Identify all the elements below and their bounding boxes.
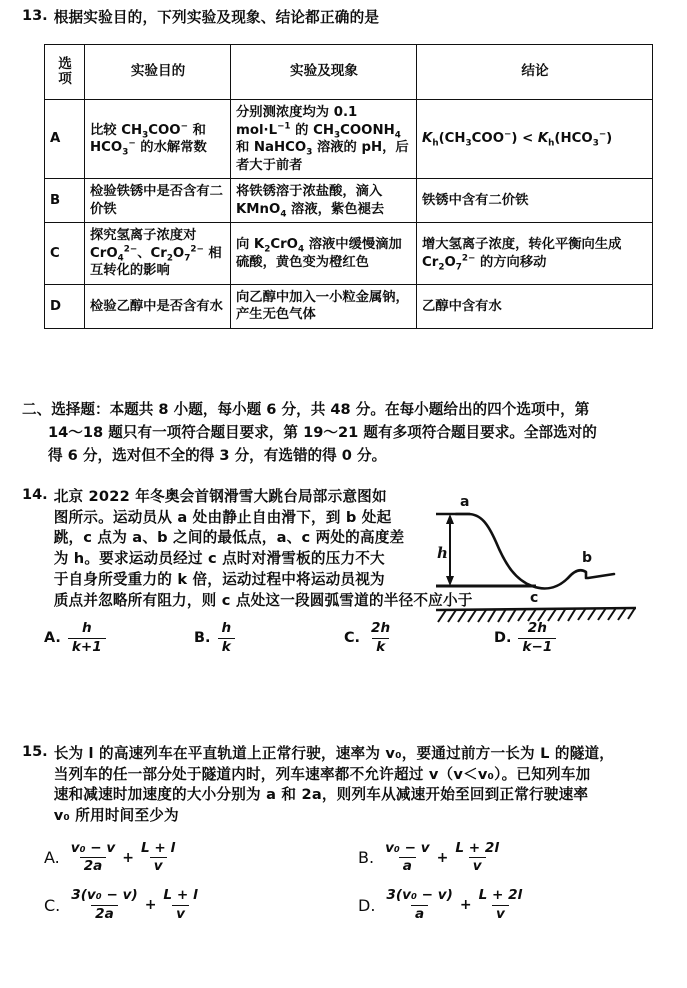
option-b[interactable]	[194, 621, 344, 654]
option-c-denominator-2: v	[172, 905, 189, 922]
option-b-plus-sign: +	[436, 849, 449, 866]
option-b-denominator-1: a	[399, 857, 416, 874]
question-14-stem-line: 北京 2022 年冬奥会首钢滑雪大跳台局部示意图如	[53, 488, 387, 505]
row-phenomenon: 向乙醇中加入一小粒金属钠，产生无色气体	[231, 284, 417, 328]
option-c-fraction-1	[67, 888, 141, 921]
row-option: D	[45, 284, 85, 328]
row-phenomenon: 将铁锈溶于浓盐酸，滴入 KMnO$_4$ 溶液，紫色褪去	[231, 179, 417, 223]
option-c-numerator-1: 3(v₀ − v)	[71, 887, 138, 904]
option-a-numerator-2: L + l	[141, 839, 176, 856]
label-c: c	[530, 590, 539, 606]
option-a-fraction-1	[67, 841, 120, 874]
option-d-fraction-2	[475, 888, 527, 921]
question-14-stem-last-line: 质点并忽略所有阻力，则 c 点处这一段圆弧雪道的半径不应小于	[53, 591, 473, 609]
option-c-denominator: k	[372, 638, 389, 655]
option-c-denominator-1: 2a	[91, 905, 118, 922]
option-b-letter: B.	[358, 848, 375, 868]
table-header-row	[45, 45, 653, 100]
ski-jump-diagram	[436, 486, 676, 626]
question-14-stem-line: 于自身所受重力的 k 倍，运动过程中将运动员视为	[53, 570, 385, 588]
experiment-table-body	[45, 100, 653, 329]
option-a-plus-sign: +	[122, 849, 135, 866]
option-b-numerator-2: L + 2l	[455, 839, 499, 856]
option-b-denominator: k	[218, 638, 235, 655]
label-b: b	[582, 550, 593, 566]
question-14-stem-line: 跳，c 点为 a、b 之间的最低点，a、c 两处的高度差	[53, 529, 405, 547]
row-option: B	[45, 179, 85, 223]
option-d-letter: D.	[494, 630, 512, 647]
question-14-stem-line: 图所示。运动员从 a 处由静止自由滑下，到 b 处起	[53, 508, 392, 526]
header-conclusion: 结论	[417, 45, 653, 100]
question-14-stem-line: 为 h。要求运动员经过 c 点时对滑雪板的压力不大	[53, 550, 385, 568]
option-c-letter: C.	[344, 630, 361, 647]
option-a-fraction	[68, 621, 106, 654]
question-15-stem	[54, 744, 684, 827]
section-2-line-3: 得 6 分，选对但不全的得 3 分，有选错的得 0 分。	[48, 447, 387, 465]
option-c-numerator-2: L + l	[163, 887, 198, 904]
option-a-denominator: k+1	[68, 638, 106, 655]
height-arrow-head-top	[446, 514, 454, 524]
option-a-denominator-1: 2a	[80, 857, 107, 874]
option-b-fraction-1	[381, 841, 434, 874]
option-c[interactable]	[44, 888, 358, 921]
label-h: h	[437, 544, 448, 562]
option-a[interactable]	[44, 621, 194, 654]
option-d[interactable]	[494, 621, 644, 654]
table-row	[45, 179, 653, 223]
label-a: a	[460, 494, 470, 510]
option-d-denominator-2: v	[492, 905, 509, 922]
question-14-stem	[54, 487, 474, 591]
option-b-numerator: h	[221, 620, 232, 637]
question-15	[22, 744, 672, 936]
slope-curve	[456, 514, 568, 588]
option-a-numerator: h	[81, 620, 92, 637]
question-15-number: 15.	[22, 744, 48, 760]
row-conclusion: 铁锈中含有二价铁	[417, 179, 653, 223]
question-13	[22, 8, 667, 29]
option-b-fraction	[217, 621, 235, 654]
question-15-stem-line: 速和减速时加速度的大小分别为 a 和 2a，则列车从减速开始至回到正常行驶速率	[53, 786, 589, 804]
row-conclusion: $K_h(CH_3COO^-) < K_h(HCO_3^-)$	[417, 100, 653, 179]
option-a-letter: A.	[44, 630, 61, 647]
header-option	[45, 45, 85, 100]
option-d-fraction	[518, 621, 556, 654]
row-conclusion: 乙醇中含有水	[417, 284, 653, 328]
option-d-denominator-1: a	[411, 905, 428, 922]
option-a-fraction-2	[137, 841, 179, 874]
option-a-letter: A.	[44, 848, 60, 868]
row-option: A	[45, 100, 85, 179]
option-a-denominator-2: v	[150, 857, 167, 874]
row-option: C	[45, 223, 85, 285]
option-c-plus-sign: +	[144, 897, 157, 914]
option-d-numerator: 2h	[527, 620, 547, 637]
option-d-plus-sign: +	[459, 897, 472, 914]
row-goal: 检验铁锈中是否含有二价铁	[85, 179, 231, 223]
option-c-fraction-2	[159, 888, 201, 921]
option-d-denominator: k−1	[518, 638, 556, 655]
option-c-letter: C.	[44, 895, 61, 915]
question-13-number: 13.	[22, 8, 48, 24]
question-15-stem-line: 当列车的任一部分处于隧道内时，列车速率都不允许超过 v（v＜v₀）。已知列车加	[53, 765, 591, 783]
header-goal: 实验目的	[85, 45, 231, 100]
option-b-letter: B.	[194, 630, 211, 647]
question-15-stem-line: 长为 l 的高速列车在平直轨道上正常行驶，速率为 v₀，要通过前方一长为 L 的隧道，	[53, 745, 615, 762]
option-c[interactable]	[344, 621, 494, 654]
header-option-line2: 项	[58, 71, 72, 87]
option-d[interactable]	[358, 888, 672, 921]
option-d-numerator-2: L + 2l	[478, 887, 523, 904]
row-goal: 比较 $CH_3COO^-$ 和 $HCO_3^-$ 的水解常数	[85, 100, 231, 179]
question-15-stem-line: v₀ 所用时间至少为	[53, 807, 179, 825]
header-option-line1: 选	[58, 55, 72, 72]
question-15-options-row-1	[44, 841, 672, 874]
experiment-table	[44, 44, 653, 329]
question-15-options-row-2	[44, 888, 672, 921]
ski-jump-svg	[436, 486, 676, 626]
question-15-options	[22, 841, 672, 922]
option-d-fraction-1	[382, 888, 456, 921]
question-14-options	[22, 621, 667, 654]
option-b-fraction-2	[451, 841, 503, 874]
table-row	[45, 223, 653, 285]
option-c-fraction	[367, 621, 394, 654]
row-conclusion: 增大氢离子浓度，转化平衡向生成 $Cr_2O_7^{2-}$ 的方向移动	[417, 223, 653, 285]
question-13-stem: 根据实验目的，下列实验及现象、结论都正确的是	[53, 9, 380, 26]
section-2-line-1: 二、选择题：本题共 8 小题，每小题 6 分，共 48 分。在每小题给出的四个选项中，第	[22, 401, 590, 418]
option-b-denominator-2: v	[469, 857, 486, 874]
option-d-letter: D.	[358, 895, 376, 915]
option-b-numerator-1: v₀ − v	[385, 839, 430, 856]
table-row	[45, 284, 653, 328]
option-d-numerator-1: 3(v₀ − v)	[386, 887, 453, 904]
row-phenomenon: 向 $K_2CrO_4$ 溶液中缓慢滴加硫酸，黄色变为橙红色	[231, 223, 417, 285]
section-2-instructions	[22, 398, 670, 467]
takeoff-ramp	[568, 570, 614, 578]
question-14-number: 14.	[22, 487, 48, 503]
option-c-numerator: 2h	[371, 620, 391, 637]
row-goal: 检验乙醇中是否含有水	[85, 284, 231, 328]
option-b[interactable]	[358, 841, 672, 874]
option-a[interactable]	[44, 841, 358, 874]
header-phenomenon: 实验及现象	[231, 45, 417, 100]
row-phenomenon: 分别测浓度均为 0.1 $mol\cdot L^{-1}$ 的 $CH_3COONH_4$ 和 NaHCO$_3$ 溶液的 pH，后者大于前者	[231, 100, 417, 179]
row-goal: 探究氢离子浓度对 CrO$_4^{2-}$、$Cr_2O_7^{2-}$ 相互转化的影响	[85, 223, 231, 285]
section-2-line-2: 14～18 题只有一项符合题目要求，第 19～21 题有多项符合题目要求。全部选对的	[48, 424, 597, 442]
table-row	[45, 100, 653, 179]
option-a-numerator-1: v₀ − v	[70, 839, 116, 856]
